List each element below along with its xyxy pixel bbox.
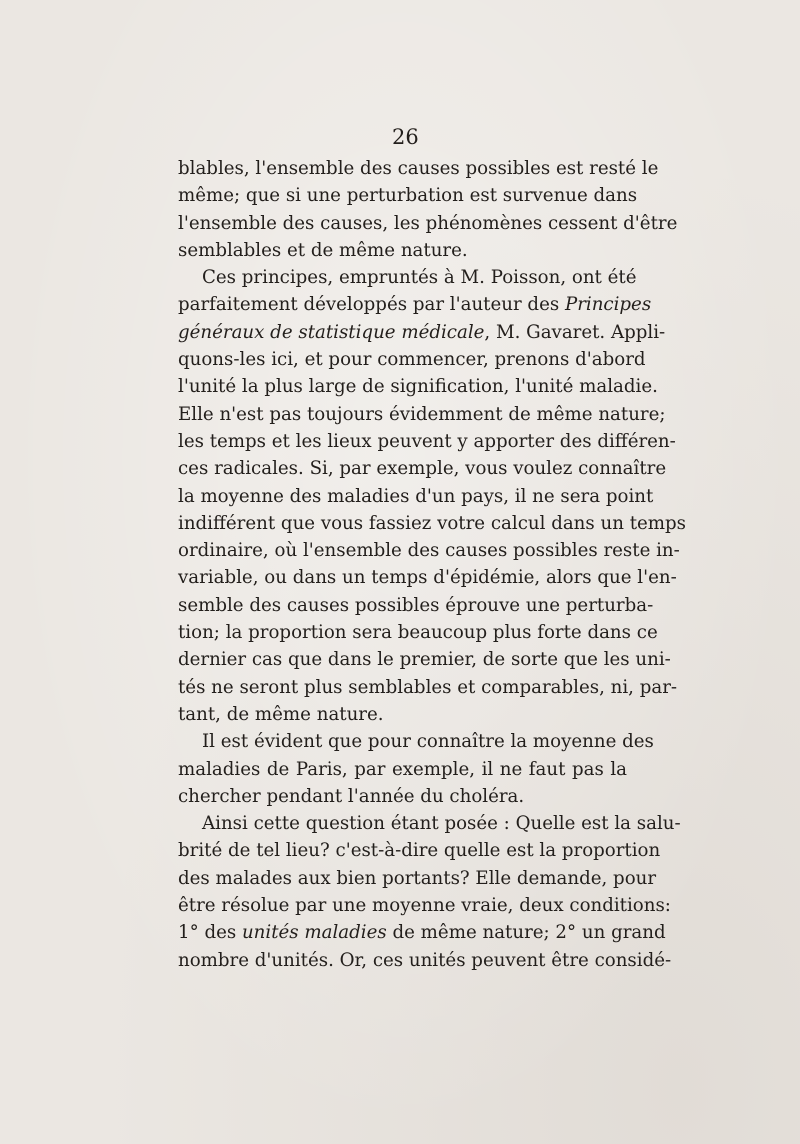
text-line [178, 319, 666, 346]
text-segment: la moyenne des maladies d'un pays, il ne sera point [178, 485, 654, 507]
text-line [178, 264, 637, 291]
text-segment: être résolue par une moyenne vraie, deux conditions: [178, 895, 671, 917]
text-segment: tant, de même nature. [178, 703, 384, 725]
text-segment: semble des causes possibles éprouve une perturba- [178, 594, 654, 616]
text-line [178, 728, 654, 755]
body-text [178, 155, 687, 974]
text-segment: ces radicales. Si, par exemple, vous voulez connaître [178, 458, 667, 480]
text-segment: nombre d'unités. Or, ces unités peuvent être considé- [178, 949, 672, 971]
text-line [178, 783, 627, 810]
text-segment: Il est évident que pour connaître la moyenne des [202, 731, 654, 753]
text-segment: l'ensemble des causes, les phénomènes cessent d'être [178, 212, 678, 234]
text-line [178, 291, 652, 318]
italic-text: unités maladies [241, 922, 387, 944]
text-line [178, 701, 627, 728]
text-segment: variable, ou dans un temps d'épidémie, alors que l'en- [178, 567, 677, 589]
text-line [178, 619, 658, 646]
text-segment: de même nature; 2° un grand [386, 922, 666, 944]
text-segment: même; que si une perturbation est survenue dans [178, 185, 638, 207]
text-line [178, 947, 672, 974]
text-line [178, 674, 678, 701]
text-segment: maladies de Paris, par exemple, il ne faut pas la [178, 758, 627, 780]
text-segment: Ces principes, empruntés à M. Poisson, ont été [202, 267, 637, 289]
text-line [178, 837, 661, 864]
text-line [178, 919, 666, 946]
text-line [178, 892, 671, 919]
text-line [178, 373, 658, 400]
text-segment: , M. Gavaret. Appli- [484, 321, 666, 343]
text-line [178, 756, 627, 783]
text-line [178, 564, 677, 591]
text-line [178, 537, 680, 564]
text-line [178, 455, 667, 482]
text-line [178, 865, 657, 892]
text-line [178, 592, 654, 619]
text-segment: indifférent que vous fassiez votre calcul dans un temps [178, 512, 687, 534]
text-segment: l'unité la plus large de signification, l'unité maladie. [178, 376, 658, 398]
text-line [178, 646, 671, 673]
text-line [178, 210, 678, 237]
text-segment: blables, l'ensemble des causes possibles est resté le [178, 158, 659, 179]
text-segment: dernier cas que dans le premier, de sorte que les uni- [178, 649, 671, 671]
text-line [178, 237, 627, 264]
italic-text: Principes [564, 294, 652, 316]
text-segment: ordinaire, où l'ensemble des causes possibles reste in- [178, 540, 680, 562]
text-line [178, 182, 638, 209]
text-segment: brité de tel lieu? c'est-à-dire quelle est la proportion [178, 840, 661, 862]
text-line [178, 346, 646, 373]
text-segment: des malades aux bien portants? Elle demande, pour [178, 867, 657, 889]
text-segment: semblables et de même nature. [178, 239, 468, 261]
text-segment: 1° des [178, 922, 242, 944]
text-segment: chercher pendant l'année du choléra. [178, 785, 525, 807]
text-segment: parfaitement développés par l'auteur des [178, 294, 565, 316]
text-line [178, 810, 681, 837]
text-line [178, 401, 666, 428]
text-segment: tés ne seront plus semblables et comparables, ni, par- [178, 676, 678, 698]
text-segment: tion; la proportion sera beaucoup plus forte dans ce [178, 622, 658, 644]
text-segment: les temps et les lieux peuvent y apporter des différen- [178, 430, 676, 452]
text-segment: quons-les ici, et pour commencer, prenons d'abord [178, 349, 646, 371]
page-number: 26 [392, 125, 419, 149]
text-line [178, 510, 687, 537]
text-line [178, 483, 654, 510]
text-line [178, 428, 676, 455]
text-line [178, 155, 659, 182]
text-segment: Elle n'est pas toujours évidemment de même nature; [178, 403, 666, 425]
italic-text: généraux de statistique médicale [178, 321, 485, 343]
text-segment: Ainsi cette question étant posée : Quelle est la salu- [202, 813, 681, 835]
